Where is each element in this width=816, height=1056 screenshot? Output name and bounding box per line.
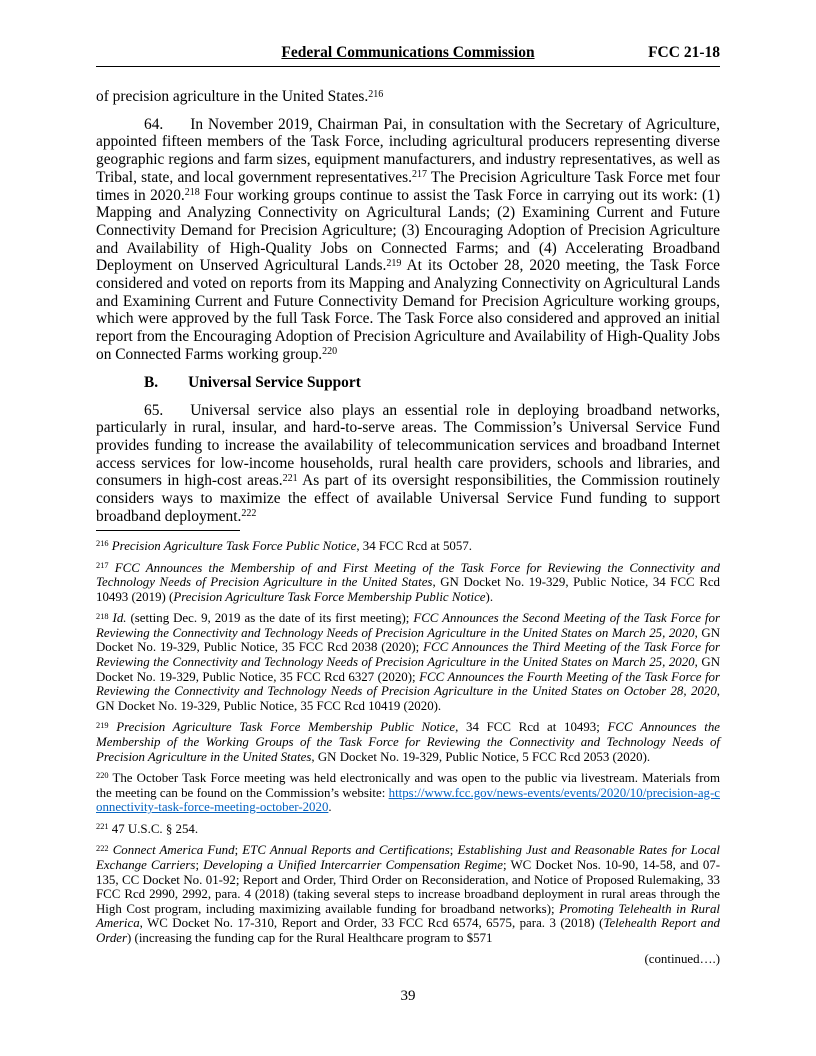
italic-text: Promoting Telehealth in Rural America <box>96 901 720 931</box>
text-run: The Precision Agriculture Task Force met four times in 2020. <box>96 168 721 204</box>
text-run: , GN Docket No. 19-329, Public Notice, 35 FCC Rcd 10419 (2020). <box>96 684 720 713</box>
footnote-ref: 221 <box>96 822 109 832</box>
footnote-ref: 217 <box>96 560 109 570</box>
text-run: (setting Dec. 9, 2019 as the date of its first meeting); <box>126 611 414 626</box>
text-run: In November 2019, Chairman Pai, in consultation with the Secretary of Agriculture, appointed fifteen members of the Task Force, including agricultural producers representing diverse geographic regions and farm sizes, equipment manufacturers, and industry representatives, as well as Tribal, state, and local government representatives. <box>96 115 720 186</box>
footnotes-section <box>96 530 720 967</box>
text-run: , GN Docket No. 19-329, Public Notice, 35 FCC Rcd 2038 (2020); <box>96 625 720 655</box>
italic-text: Telehealth Report and Order <box>96 916 720 945</box>
footnote-ref: 217 <box>411 169 427 181</box>
section-heading-label: B. <box>144 373 159 391</box>
footnote-ref: 219 <box>96 720 109 730</box>
footnote-217 <box>96 561 720 605</box>
italic-text: FCC Announces the Fourth Meeting of the Task Force for Reviewing the Connectivity and Technology Needs of Precision Agriculture in the United States on October 28, 2020 <box>96 669 721 699</box>
text-run: ; <box>449 843 458 858</box>
header-title: Federal Communications Commission <box>281 44 535 61</box>
footnote-ref: 218 <box>184 187 200 199</box>
footnote-ref: 220 <box>322 346 338 358</box>
section-heading-b <box>96 374 720 392</box>
text-run: , WC Docket No. 17-310, Report and Order, 33 FCC Rcd 6574, 6575, para. 3 (2018) ( <box>139 916 604 931</box>
text-run: , 34 FCC Rcd at 10493; <box>455 720 608 735</box>
paragraph-64 <box>96 116 720 364</box>
page-number: 39 <box>400 988 416 1004</box>
text-run: ) (increasing the funding cap for the Rural Healthcare program to $571 <box>127 930 493 945</box>
italic-text: Precision Agriculture Task Force Public Notice <box>111 539 357 553</box>
text-run: , GN Docket No. 19-329, Public Notice, 34 FCC Rcd 10493 (2019) ( <box>96 575 720 604</box>
text-run: Four working groups continue to assist the Task Force in carrying out its work: (1) Mapping and Analyzing Connectivity on Agricultural Lands; (2) Examining Current and Future Connectivity Demand for Precision Agriculture; (3) Encouraging Adoption of Precision Agriculture and Availability of High-Quality Jobs on Connected Farms; and (4) Accelerating Broadband Deployment on Unserved Agricultural Lands. <box>96 186 720 275</box>
footnote-216 <box>96 539 720 554</box>
italic-text: Id. <box>112 611 127 626</box>
footnote-ref: 218 <box>96 611 109 621</box>
italic-text: FCC Announces the Third Meeting of the Task Force for Reviewing the Connectivity and Technology Needs of Precision Agriculture in the United States on March 25, 2020 <box>96 640 720 670</box>
italic-text: Establishing Just and Reasonable Rates for Local Exchange Carriers <box>96 843 720 872</box>
footnote-218 <box>96 611 720 713</box>
italic-text: Developing a Unified Intercarrier Compensation Regime <box>203 857 503 872</box>
text-run: ; WC Docket Nos. 10-90, 14-58, and 07-135, CC Docket No. 01-92; Report and Order, Third Order on Reconsideration, and Notice of Proposed Rulemaking, 33 FCC Rcd 2990, 2992, para. 4 (2018) (taking several steps to increase broadband deployment in rural areas through the High Cost program, including maximizing available funding for broadband networks); <box>96 857 720 916</box>
text-run: 47 U.S.C. § 254. <box>108 821 199 836</box>
italic-text: FCC Announces the Second Meeting of the Task Force for Reviewing the Connectivity and Technology Needs of Precision Agriculture in the United States on March 25, 2020 <box>96 611 720 640</box>
footnote-ref: 222 <box>96 843 109 853</box>
text-run: of precision agriculture in the United States. <box>96 88 369 105</box>
text-run: , GN Docket No. 19-329, Public Notice, 5 FCC Rcd 2053 (2020). <box>311 749 651 764</box>
footnote-separator <box>96 530 240 531</box>
italic-text: FCC Announces the Membership of the Working Groups of the Task Force for Reviewing the Connectivity and Technology Needs of Precision Agriculture in the United States <box>96 720 720 764</box>
page-header <box>96 44 720 67</box>
footnote-ref: 220 <box>96 771 109 781</box>
italic-text: ETC Annual Reports and Certifications <box>242 843 450 858</box>
text-run: 65. <box>144 401 164 419</box>
footnote-ref: 222 <box>241 508 257 520</box>
italic-text: FCC Announces the Membership of and First Meeting of the Task Force for Reviewing the Connectivity and Technology Needs of Precision Agriculture in the United States <box>96 560 720 590</box>
text-run: , 34 FCC Rcd at 5057. <box>356 539 472 553</box>
paragraph-65 <box>96 402 720 526</box>
footnote-ref: 219 <box>386 257 402 269</box>
text-run: At its October 28, 2020 meeting, the Task Force considered and voted on reports from its Mapping and Analyzing Connectivity on Agricultural Lands and Examining Current and Future Connectivity Demand for Precision Agriculture working groups, which were approved by the full Task Force. The Task Force also considered and approved an initial report from the Encouraging Adoption of Precision Agriculture and Availability of High-Quality Jobs on Connected Farms working group. <box>96 257 720 363</box>
footnote-222 <box>96 843 720 945</box>
italic-text: Precision Agriculture Task Force Membership Public Notice <box>173 589 486 604</box>
text-run: ; <box>234 843 243 858</box>
footnote-220 <box>96 771 720 815</box>
hyperlink[interactable]: https://www.fcc.gov/news-events/events/2020/10/precision-ag-connectivity-task-force-meeting-october-2020 <box>96 785 720 815</box>
paragraph-continuation <box>96 88 720 106</box>
continued-note: (continued….) <box>644 952 720 967</box>
footnote-ref: 216 <box>368 88 384 100</box>
italic-text: Precision Agriculture Task Force Membership Public Notice <box>116 720 456 735</box>
footnote-221 <box>96 822 720 837</box>
italic-text: Connect America Fund <box>112 843 235 858</box>
text-run: Universal service also plays an essential role in deploying broadband networks, particularly in rural, insular, and hard-to-serve areas. The Commission’s Universal Service Fund provides funding to increase the availability of telecommunication services and broadband Internet access services for low-income households, rural health care providers, schools and libraries, and consumers in high-cost areas. <box>96 401 720 490</box>
text-run: ). <box>485 589 494 604</box>
text-run: 64. <box>144 115 164 133</box>
text-run: . <box>328 800 332 815</box>
footnote-ref: 221 <box>282 472 298 484</box>
section-heading-title: Universal Service Support <box>188 373 361 391</box>
document-body <box>96 88 720 535</box>
footnote-219 <box>96 720 720 764</box>
header-docket: FCC 21-18 <box>648 44 720 61</box>
text-run: , GN Docket No. 19-329, Public Notice, 35 FCC Rcd 6327 (2020); <box>96 655 720 684</box>
text-run: As part of its oversight responsibilities, the Commission routinely considers ways to maximize the effect of available Universal Service Fund funding to support broadband deployment. <box>96 472 721 525</box>
text-run: ; <box>195 857 204 872</box>
footnote-ref: 216 <box>96 539 109 549</box>
text-run: The October Task Force meeting was held electronically and was open to the public via livestream. Materials from the meeting can be found on the Commission’s website: <box>96 771 720 800</box>
